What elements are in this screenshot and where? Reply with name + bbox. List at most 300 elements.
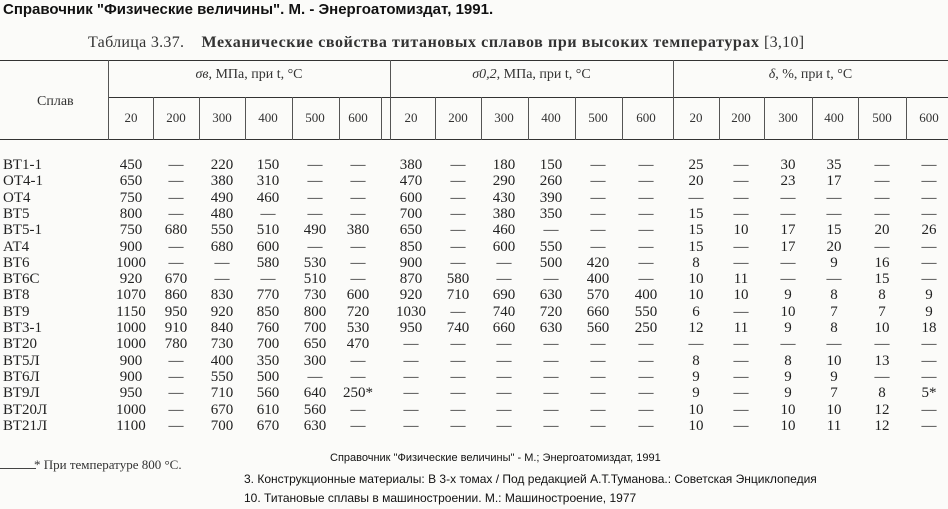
alloy-name: ВТ5Л	[3, 352, 40, 369]
table-cell: —	[168, 157, 184, 173]
table-cell: —	[733, 385, 749, 402]
table-cell: 610	[256, 401, 280, 418]
table-cell: 550	[539, 238, 563, 255]
table-cell: —	[780, 336, 796, 353]
table-cell: —	[874, 336, 890, 353]
table-cell: 9	[692, 385, 700, 402]
table-cell: —	[168, 385, 184, 402]
table-cell: 12	[688, 320, 704, 336]
group-symbol: δ	[768, 67, 776, 82]
table-cell: 250	[634, 320, 658, 336]
table-cell: —	[450, 238, 466, 255]
table-cell: —	[350, 238, 366, 255]
table-cell: 470	[346, 336, 370, 353]
table-cell: 10	[826, 352, 842, 369]
temperature-header: 600	[348, 110, 368, 125]
reference-item: 10. Титановые сплавы в машиностроении. М.: Машиностроение, 1977	[244, 491, 637, 505]
table-cell: —	[496, 336, 512, 353]
table-cell: —	[496, 385, 512, 402]
column-divider	[292, 97, 293, 140]
table-cell: 400	[634, 287, 658, 304]
table-cell: —	[590, 238, 606, 255]
table-cell: —	[450, 336, 466, 353]
table-cell: 150	[539, 157, 563, 173]
table-cell: 560	[303, 401, 327, 418]
table-cell: 600	[346, 287, 370, 304]
table-cell: 490	[210, 189, 234, 206]
table-cell: 480	[210, 205, 234, 222]
temperature-header: 400	[258, 110, 278, 125]
temperature-header: 500	[305, 110, 325, 125]
alloy-name: ВТ5-1	[3, 222, 42, 239]
table-cell: 1000	[116, 401, 146, 418]
table-cell: 1070	[116, 287, 146, 304]
table-cell: —	[214, 254, 230, 271]
table-cell: 1000	[116, 254, 146, 271]
column-divider	[575, 97, 576, 140]
table-cell: 10	[780, 401, 796, 418]
table-cell: 9	[784, 368, 792, 385]
table-cell: 630	[303, 417, 327, 434]
table-cell: 380	[399, 157, 423, 173]
table-cell: —	[638, 173, 654, 190]
table-cell: 9	[784, 320, 792, 336]
table-cell: 600	[256, 238, 280, 255]
table-cell: 700	[303, 320, 327, 336]
alloy-name: ВТ5	[3, 205, 30, 222]
alloy-name: ВТ8	[3, 287, 30, 304]
table-cell: 690	[492, 287, 516, 304]
table-cell: 8	[692, 352, 700, 369]
temperature-header: 500	[872, 110, 892, 125]
table-cell: 510	[303, 271, 327, 288]
alloy-name: АТ4	[3, 238, 30, 255]
table-cell: —	[496, 401, 512, 418]
table-cell: 900	[119, 352, 143, 369]
table-cell: —	[350, 254, 366, 271]
table-cell: 10	[688, 271, 704, 288]
table-cell: —	[921, 189, 937, 206]
table-top-rule	[0, 60, 948, 61]
table-cell: —	[590, 417, 606, 434]
table-cell: 710	[210, 385, 234, 402]
table-cell: 9	[784, 385, 792, 402]
table-cell: —	[733, 336, 749, 353]
table-cell: —	[638, 254, 654, 271]
table-cell: 660	[492, 320, 516, 336]
table-cell: 740	[446, 320, 470, 336]
table-caption-label: Таблица 3.37.	[88, 34, 185, 51]
table-cell: 510	[256, 222, 280, 239]
table-cell: —	[733, 189, 749, 206]
table-cell: 8	[692, 254, 700, 271]
table-cell: 700	[256, 336, 280, 353]
table-cell: 11	[826, 417, 842, 434]
table-cell: 720	[539, 303, 563, 320]
header-bottom-rule	[0, 139, 948, 140]
table-cell: 10	[826, 401, 842, 418]
alloy-name: ВТ6С	[3, 271, 40, 288]
table-cell: —	[780, 205, 796, 222]
table-cell: 640	[303, 385, 327, 402]
table-cell: —	[450, 222, 466, 239]
table-cell: 750	[119, 222, 143, 239]
table-cell: —	[921, 254, 937, 271]
table-cell: 850	[399, 238, 423, 255]
table-cell: 16	[874, 254, 890, 271]
table-cell: 180	[492, 157, 516, 173]
table-cell: 20	[826, 238, 842, 255]
table-cell: —	[638, 385, 654, 402]
table-cell: 7	[830, 385, 838, 402]
table-cell: 390	[539, 189, 563, 206]
table-cell: 910	[164, 320, 188, 336]
alloy-name: ВТ1-1	[3, 157, 42, 173]
alloy-name: ВТ9	[3, 303, 30, 320]
column-divider	[199, 97, 200, 140]
group-symbol: σв	[195, 67, 209, 82]
table-cell: —	[307, 189, 323, 206]
table-cell: 450	[119, 157, 143, 173]
table-cell: 300	[303, 352, 327, 369]
table-cell: —	[826, 271, 842, 288]
table-cell: —	[638, 368, 654, 385]
column-divider	[435, 97, 436, 140]
table-cell: 380	[492, 205, 516, 222]
table-cell: —	[307, 368, 323, 385]
table-cell: —	[450, 417, 466, 434]
table-cell: 500	[539, 254, 563, 271]
table-cell: —	[350, 189, 366, 206]
table-cell: 550	[210, 368, 234, 385]
table-cell: 7	[878, 303, 886, 320]
table-cell: 10	[780, 303, 796, 320]
table-cell: 10	[733, 222, 749, 239]
table-cell: 26	[921, 222, 937, 239]
table-caption-ref: [3,10]	[763, 34, 805, 51]
group-header	[731, 67, 891, 83]
table-cell: —	[450, 173, 466, 190]
table-cell: 740	[492, 303, 516, 320]
table-cell: —	[403, 368, 419, 385]
table-cell: —	[496, 368, 512, 385]
table-cell: 290	[492, 173, 516, 190]
table-cell: 1000	[116, 336, 146, 353]
table-cell: 750	[119, 189, 143, 206]
table-cell: 580	[446, 271, 470, 288]
table-cell: —	[638, 352, 654, 369]
source-caption: Справочник "Физические величины" - М.; Энергоатомиздат, 1991	[330, 452, 661, 464]
alloy-name: ОТ4	[3, 189, 31, 206]
table-cell: 600	[492, 238, 516, 255]
table-cell: —	[733, 205, 749, 222]
table-cell: —	[543, 368, 559, 385]
table-cell: —	[450, 385, 466, 402]
table-cell: —	[168, 368, 184, 385]
table-cell: —	[450, 303, 466, 320]
table-cell: —	[307, 238, 323, 255]
table-cell: 470	[399, 173, 423, 190]
table-cell: —	[590, 222, 606, 239]
table-cell: 10	[688, 417, 704, 434]
table-cell: 530	[303, 254, 327, 271]
table-cell: —	[350, 352, 366, 369]
temperature-header: 600	[636, 110, 656, 125]
group-header	[169, 67, 329, 83]
table-cell: 500	[256, 368, 280, 385]
alloy-name: ВТ3-1	[3, 320, 42, 336]
table-cell: —	[543, 271, 559, 288]
table-cell: —	[921, 336, 937, 353]
table-cell: —	[350, 205, 366, 222]
table-cell: 310	[256, 173, 280, 190]
table-cell: —	[688, 336, 704, 353]
group-unit: , МПа, при t, °С	[496, 67, 591, 82]
table-cell: 700	[399, 205, 423, 222]
table-cell: 11	[733, 320, 749, 336]
table-cell: 25	[688, 157, 704, 173]
column-divider	[858, 97, 859, 140]
table-cell: 630	[539, 320, 563, 336]
table-cell: —	[403, 385, 419, 402]
group-unit: , %, при t, °С	[775, 67, 853, 82]
alloy-name: ВТ6	[3, 254, 30, 271]
table-cell: —	[403, 336, 419, 353]
column-divider	[108, 60, 109, 140]
table-cell: 380	[210, 173, 234, 190]
temperature-header: 600	[919, 110, 939, 125]
table-cell: 17	[780, 238, 796, 255]
table-cell: —	[733, 303, 749, 320]
footnote-divider	[0, 468, 36, 469]
table-caption-text: Механические свойства титановых сплавов при высоких температурах	[201, 34, 760, 51]
temperature-header: 400	[824, 110, 844, 125]
column-divider	[673, 60, 674, 140]
table-cell: —	[307, 173, 323, 190]
table-cell: —	[733, 157, 749, 173]
page-title: Справочник "Физические величины". М. - Энергоатомиздат, 1991.	[3, 1, 494, 18]
table-cell: —	[450, 254, 466, 271]
table-cell: —	[921, 157, 937, 173]
table-cell: 660	[586, 303, 610, 320]
table-cell: 600	[399, 189, 423, 206]
table-cell: 800	[119, 205, 143, 222]
temperature-header: 300	[212, 110, 232, 125]
group-header	[452, 67, 612, 83]
table-cell: 680	[210, 238, 234, 255]
column-divider	[153, 97, 154, 140]
table-cell: 950	[119, 385, 143, 402]
table-cell: —	[780, 189, 796, 206]
table-cell: 460	[256, 189, 280, 206]
table-cell: 730	[210, 336, 234, 353]
table-cell: —	[638, 222, 654, 239]
table-cell: 460	[492, 222, 516, 239]
alloy-name: ВТ6Л	[3, 368, 40, 385]
table-cell: —	[688, 189, 704, 206]
table-cell: —	[590, 368, 606, 385]
table-cell: —	[307, 205, 323, 222]
table-cell: —	[350, 271, 366, 288]
table-cell: 15	[688, 222, 704, 239]
table-cell: —	[638, 238, 654, 255]
table-cell: —	[638, 336, 654, 353]
table-cell: 15	[688, 205, 704, 222]
table-cell: 400	[586, 271, 610, 288]
table-cell: 700	[210, 417, 234, 434]
table-cell: 430	[492, 189, 516, 206]
table-cell: —	[733, 417, 749, 434]
table-cell: —	[350, 417, 366, 434]
table-cell: 9	[784, 287, 792, 304]
table-cell: 670	[164, 271, 188, 288]
table-cell: —	[496, 417, 512, 434]
table-cell: 710	[446, 287, 470, 304]
table-cell: 9	[925, 287, 933, 304]
table-cell: —	[168, 417, 184, 434]
table-cell: —	[733, 173, 749, 190]
column-divider	[719, 97, 720, 140]
table-cell: 15	[874, 271, 890, 288]
table-cell: 9	[692, 368, 700, 385]
table-cell: 860	[164, 287, 188, 304]
table-cell: —	[921, 417, 937, 434]
table-cell: —	[168, 173, 184, 190]
table-cell: —	[350, 173, 366, 190]
table-cell: —	[543, 222, 559, 239]
temperature-header: 300	[778, 110, 798, 125]
table-cell: 12	[874, 401, 890, 418]
table-cell: 10	[780, 417, 796, 434]
table-cell: 350	[539, 205, 563, 222]
column-divider	[812, 97, 813, 140]
column-divider	[245, 97, 246, 140]
table-cell: —	[543, 385, 559, 402]
table-cell: —	[780, 254, 796, 271]
table-cell: —	[496, 271, 512, 288]
table-cell: 20	[874, 222, 890, 239]
table-cell: 560	[586, 320, 610, 336]
table-cell: —	[543, 352, 559, 369]
temperature-header: 200	[731, 110, 751, 125]
table-cell: 720	[346, 303, 370, 320]
table-cell: —	[826, 205, 842, 222]
table-cell: 350	[256, 352, 280, 369]
column-divider	[481, 97, 482, 140]
table-cell: —	[403, 401, 419, 418]
table-cell: —	[921, 238, 937, 255]
table-caption	[88, 34, 804, 52]
table-cell: —	[260, 271, 276, 288]
table-cell: —	[168, 238, 184, 255]
table-cell: 580	[256, 254, 280, 271]
temperature-header: 20	[404, 110, 418, 125]
table-cell: 680	[164, 222, 188, 239]
table-cell: —	[168, 401, 184, 418]
table-cell: —	[921, 271, 937, 288]
table-cell: —	[168, 254, 184, 271]
table-cell: 900	[119, 238, 143, 255]
table-cell: —	[168, 205, 184, 222]
table-cell: 9	[925, 303, 933, 320]
table-cell: —	[638, 271, 654, 288]
table-cell: —	[450, 157, 466, 173]
table-cell: 5*	[921, 385, 937, 402]
table-cell: 7	[830, 303, 838, 320]
table-cell: —	[921, 205, 937, 222]
table-cell: 17	[780, 222, 796, 239]
table-cell: 12	[874, 417, 890, 434]
table-cell: 770	[256, 287, 280, 304]
temperature-header: 20	[689, 110, 703, 125]
table-cell: —	[450, 189, 466, 206]
table-cell: 18	[921, 320, 937, 336]
alloy-column-header: Сплав	[37, 94, 74, 109]
table-cell: —	[350, 157, 366, 173]
table-cell: 9	[830, 368, 838, 385]
table-cell: 380	[346, 222, 370, 239]
table-cell: —	[590, 173, 606, 190]
table-cell: 730	[303, 287, 327, 304]
alloy-name: ВТ20	[3, 336, 37, 353]
table-footnote: * При температуре 800 °С.	[34, 457, 182, 472]
table-cell: —	[590, 157, 606, 173]
table-cell: —	[874, 368, 890, 385]
table-cell: —	[733, 238, 749, 255]
table-cell: —	[168, 189, 184, 206]
table-cell: 17	[826, 173, 842, 190]
table-cell: —	[638, 157, 654, 173]
table-cell: 10	[688, 287, 704, 304]
table-cell: —	[733, 254, 749, 271]
table-cell: 560	[256, 385, 280, 402]
table-cell: 900	[399, 254, 423, 271]
table-cell: 920	[210, 303, 234, 320]
table-cell: 8	[830, 287, 838, 304]
table-cell: 870	[399, 271, 423, 288]
table-cell: —	[590, 401, 606, 418]
table-cell: —	[590, 336, 606, 353]
table-cell: 13	[874, 352, 890, 369]
temperature-header: 300	[494, 110, 514, 125]
group-symbol: σ0,2	[472, 67, 497, 82]
table-cell: —	[214, 271, 230, 288]
table-cell: —	[874, 157, 890, 173]
table-cell: 8	[784, 352, 792, 369]
table-cell: —	[874, 173, 890, 190]
column-divider	[381, 97, 382, 140]
table-cell: —	[733, 352, 749, 369]
table-cell: 15	[826, 222, 842, 239]
table-cell: —	[543, 401, 559, 418]
table-cell: —	[921, 173, 937, 190]
table-cell: 550	[634, 303, 658, 320]
alloy-name: ОТ4-1	[3, 173, 43, 190]
table-cell: —	[403, 417, 419, 434]
table-cell: —	[638, 417, 654, 434]
table-cell: 800	[303, 303, 327, 320]
table-cell: —	[638, 189, 654, 206]
table-cell: 260	[539, 173, 563, 190]
table-cell: —	[733, 368, 749, 385]
table-cell: —	[874, 205, 890, 222]
table-cell: 850	[256, 303, 280, 320]
table-cell: 630	[539, 287, 563, 304]
column-divider	[390, 60, 391, 140]
temperature-header: 200	[166, 110, 186, 125]
table-cell: 950	[164, 303, 188, 320]
table-cell: 490	[303, 222, 327, 239]
